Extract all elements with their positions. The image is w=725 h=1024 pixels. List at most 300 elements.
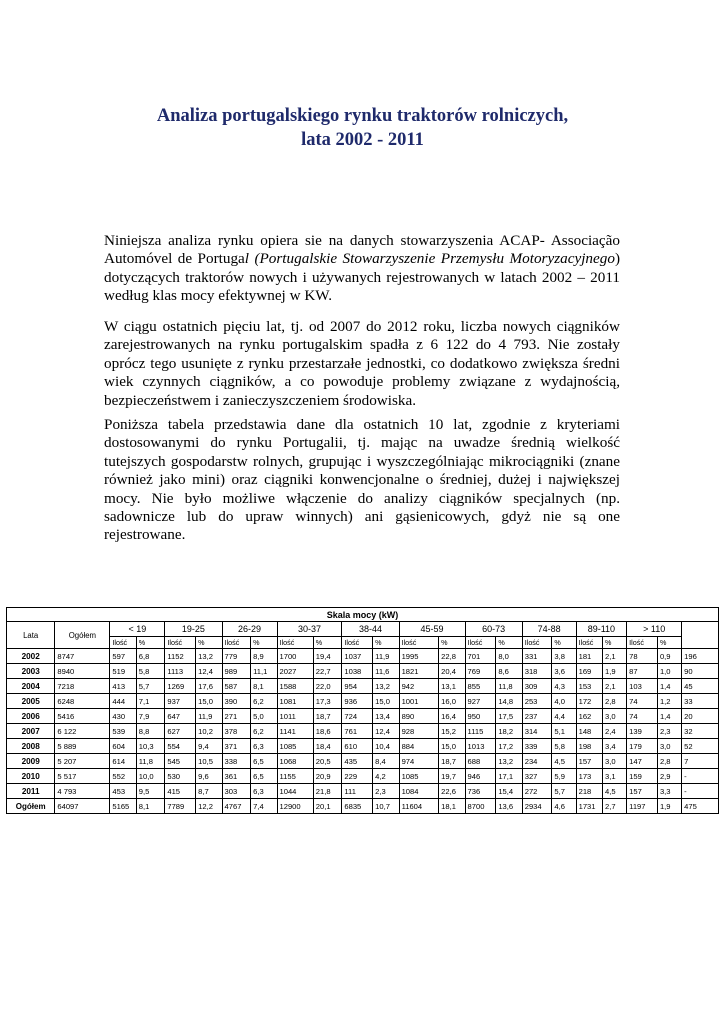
row-total: 5 889 [55, 739, 110, 754]
percent-cell: 1,4 [657, 679, 681, 694]
quantity-subheader: Ilość [342, 637, 373, 649]
percent-cell: 18,2 [496, 724, 522, 739]
percent-cell: 2,7 [602, 799, 626, 814]
percent-cell: 5,7 [552, 784, 576, 799]
quantity-cell: 327 [522, 769, 552, 784]
quantity-cell: 1115 [465, 724, 496, 739]
extra-cell: 45 [682, 679, 719, 694]
percent-cell: 8,9 [251, 649, 277, 664]
class-header: > 110 [627, 622, 682, 637]
quantity-cell: 181 [576, 649, 602, 664]
percent-cell: 13,2 [196, 649, 222, 664]
percent-cell: 4,4 [552, 709, 576, 724]
percent-cell: 5,7 [136, 679, 165, 694]
quantity-cell: 1011 [277, 709, 313, 724]
percent-cell: 3,1 [602, 769, 626, 784]
percent-cell: 11,6 [373, 664, 399, 679]
quantity-cell: 989 [222, 664, 251, 679]
quantity-cell: 519 [110, 664, 136, 679]
percent-cell: 17,1 [496, 769, 522, 784]
percent-subheader: % [313, 637, 342, 649]
table-row [7, 754, 719, 769]
quantity-cell: 78 [627, 649, 658, 664]
quantity-cell: 1084 [399, 784, 439, 799]
quantity-cell: 1197 [627, 799, 658, 814]
quantity-subheader: Ilość [399, 637, 439, 649]
extra-cell: 33 [682, 694, 719, 709]
quantity-cell: 1700 [277, 649, 313, 664]
extra-cell: 32 [682, 724, 719, 739]
percent-cell: 1,9 [657, 799, 681, 814]
quantity-cell: 627 [165, 724, 196, 739]
percent-cell: 18,7 [439, 754, 465, 769]
quantity-cell: 1085 [399, 769, 439, 784]
row-label: 2002 [7, 649, 55, 664]
quantity-cell: 413 [110, 679, 136, 694]
percent-cell: 2,3 [373, 784, 399, 799]
quantity-cell: 1085 [277, 739, 313, 754]
quantity-cell: 736 [465, 784, 496, 799]
quantity-cell: 927 [465, 694, 496, 709]
percent-cell: 2,9 [657, 769, 681, 784]
percent-cell: 17,2 [496, 739, 522, 754]
row-label: 2010 [7, 769, 55, 784]
percent-cell: 22,8 [439, 649, 465, 664]
percent-cell: 1,0 [657, 664, 681, 679]
document-title [60, 104, 665, 152]
percent-cell: 2,4 [602, 724, 626, 739]
row-label: 2008 [7, 739, 55, 754]
row-label: 2007 [7, 724, 55, 739]
quantity-cell: 2934 [522, 799, 552, 814]
class-header: 19-25 [165, 622, 222, 637]
quantity-cell: 1141 [277, 724, 313, 739]
quantity-cell: 936 [342, 694, 373, 709]
extra-cell: - [682, 784, 719, 799]
quantity-cell: 11604 [399, 799, 439, 814]
quantity-cell: 530 [165, 769, 196, 784]
table-row [7, 664, 719, 679]
quantity-cell: 234 [522, 754, 552, 769]
percent-cell: 8,8 [136, 724, 165, 739]
percent-cell: 12,4 [196, 664, 222, 679]
percent-cell: 2,1 [602, 649, 626, 664]
percent-cell: 19,7 [439, 769, 465, 784]
quantity-cell: 390 [222, 694, 251, 709]
percent-cell: 6,8 [136, 649, 165, 664]
percent-cell: 10,5 [196, 754, 222, 769]
percent-cell: 18,6 [313, 724, 342, 739]
class-header: 26-29 [222, 622, 277, 637]
quantity-cell: 444 [110, 694, 136, 709]
row-label: 2011 [7, 784, 55, 799]
quantity-subheader: Ilość [277, 637, 313, 649]
class-header: 89-110 [576, 622, 627, 637]
percent-cell: 20,1 [313, 799, 342, 814]
percent-cell: 4,5 [552, 754, 576, 769]
percent-cell: 8,4 [373, 754, 399, 769]
percent-cell: 6,3 [251, 739, 277, 754]
percent-cell: 10,4 [373, 739, 399, 754]
quantity-cell: 946 [465, 769, 496, 784]
row-total: 7218 [55, 679, 110, 694]
quantity-cell: 761 [342, 724, 373, 739]
quantity-cell: 1995 [399, 649, 439, 664]
quantity-cell: 1037 [342, 649, 373, 664]
percent-cell: 15,0 [439, 739, 465, 754]
quantity-cell: 587 [222, 679, 251, 694]
quantity-cell: 169 [576, 664, 602, 679]
quantity-subheader: Ilość [627, 637, 658, 649]
percent-subheader: % [439, 637, 465, 649]
percent-cell: 13,1 [439, 679, 465, 694]
percent-cell: 3,6 [552, 664, 576, 679]
quantity-cell: 647 [165, 709, 196, 724]
quantity-cell: 139 [627, 724, 658, 739]
extra-column-header [682, 622, 719, 649]
row-total: 5 517 [55, 769, 110, 784]
table-row [7, 649, 719, 664]
row-label: 2009 [7, 754, 55, 769]
paragraph-intro-text-a: Niniejsza analiza rynku opiera sie na danych stowarzyszenia ACAP- Associação Automóvel de Portuga [104, 232, 620, 268]
extra-cell: 90 [682, 664, 719, 679]
percent-cell: 4,3 [552, 679, 576, 694]
quantity-cell: 331 [522, 649, 552, 664]
percent-cell: 22,7 [313, 664, 342, 679]
percent-cell: 4,5 [602, 784, 626, 799]
quantity-cell: 724 [342, 709, 373, 724]
quantity-cell: 218 [576, 784, 602, 799]
quantity-subheader: Ilość [576, 637, 602, 649]
quantity-cell: 1155 [277, 769, 313, 784]
quantity-cell: 435 [342, 754, 373, 769]
percent-cell: 13,2 [373, 679, 399, 694]
percent-cell: 3,0 [602, 754, 626, 769]
quantity-cell: 552 [110, 769, 136, 784]
table-row [7, 724, 719, 739]
quantity-cell: 229 [342, 769, 373, 784]
percent-cell: 6,2 [251, 694, 277, 709]
percent-cell: 3,0 [657, 739, 681, 754]
quantity-cell: 179 [627, 739, 658, 754]
title-line-1: Analiza portugalskiego rynku traktorów rolniczych, [156, 106, 569, 126]
percent-subheader: % [373, 637, 399, 649]
percent-cell: 7,4 [251, 799, 277, 814]
quantity-cell: 597 [110, 649, 136, 664]
class-header: < 19 [110, 622, 165, 637]
percent-cell: 6,5 [251, 754, 277, 769]
row-total: 5 207 [55, 754, 110, 769]
percent-cell: 9,6 [196, 769, 222, 784]
percent-cell: 1,4 [657, 709, 681, 724]
percent-cell: 7,9 [136, 709, 165, 724]
percent-cell: 11,1 [251, 664, 277, 679]
percent-cell: 4,2 [373, 769, 399, 784]
percent-cell: 3,4 [602, 739, 626, 754]
quantity-subheader: Ilość [222, 637, 251, 649]
percent-cell: 13,6 [496, 799, 522, 814]
table-row [7, 709, 719, 724]
quantity-cell: 371 [222, 739, 251, 754]
quantity-cell: 604 [110, 739, 136, 754]
percent-cell: 11,9 [373, 649, 399, 664]
percent-cell: 18,1 [439, 799, 465, 814]
paragraph-intro-text-b: ) dotyczących traktorów nowych i używanych rejestrowanych w latach 2002 – 2011 według klas mocy efektywnej w KW. [104, 250, 620, 305]
quantity-cell: 1821 [399, 664, 439, 679]
quantity-cell: 272 [522, 784, 552, 799]
percent-subheader: % [657, 637, 681, 649]
row-label: Ogółem [7, 799, 55, 814]
row-total: 8747 [55, 649, 110, 664]
quantity-cell: 339 [522, 739, 552, 754]
table-body [7, 608, 719, 814]
quantity-cell: 153 [576, 679, 602, 694]
percent-cell: 3,0 [602, 709, 626, 724]
quantity-cell: 338 [222, 754, 251, 769]
quantity-cell: 173 [576, 769, 602, 784]
percent-cell: 5,8 [552, 739, 576, 754]
quantity-cell: 928 [399, 724, 439, 739]
percent-cell: 17,5 [496, 709, 522, 724]
quantity-cell: 303 [222, 784, 251, 799]
quantity-cell: 198 [576, 739, 602, 754]
quantity-subheader: Ilość [522, 637, 552, 649]
percent-cell: 10,0 [136, 769, 165, 784]
table-row [7, 799, 719, 814]
percent-cell: 18,7 [313, 709, 342, 724]
table-row [7, 679, 719, 694]
percent-cell: 15,2 [439, 724, 465, 739]
quantity-cell: 769 [465, 664, 496, 679]
percent-cell: 10,3 [136, 739, 165, 754]
quantity-cell: 1113 [165, 664, 196, 679]
percent-cell: 0,9 [657, 649, 681, 664]
percent-subheader: % [251, 637, 277, 649]
percent-cell: 17,6 [196, 679, 222, 694]
percent-cell: 12,2 [196, 799, 222, 814]
percent-cell: 22,6 [439, 784, 465, 799]
table-row [7, 784, 719, 799]
percent-cell: 12,4 [373, 724, 399, 739]
percent-cell: 15,0 [373, 694, 399, 709]
class-header: 30-37 [277, 622, 342, 637]
quantity-cell: 954 [342, 679, 373, 694]
percent-cell: 4,6 [552, 799, 576, 814]
quantity-cell: 12900 [277, 799, 313, 814]
percent-cell: 20,5 [313, 754, 342, 769]
percent-subheader: % [196, 637, 222, 649]
percent-cell: 16,4 [439, 709, 465, 724]
quantity-cell: 318 [522, 664, 552, 679]
table-row [7, 739, 719, 754]
percent-cell: 1,2 [657, 694, 681, 709]
quantity-cell: 779 [222, 649, 251, 664]
percent-cell: 17,3 [313, 694, 342, 709]
paragraph-intro [104, 232, 620, 306]
percent-subheader: % [552, 637, 576, 649]
quantity-cell: 1081 [277, 694, 313, 709]
quantity-cell: 1013 [465, 739, 496, 754]
quantity-cell: 314 [522, 724, 552, 739]
percent-cell: 4,0 [552, 694, 576, 709]
quantity-cell: 103 [627, 679, 658, 694]
percent-cell: 8,0 [496, 649, 522, 664]
quantity-cell: 74 [627, 709, 658, 724]
row-total: 4 793 [55, 784, 110, 799]
class-header: 38-44 [342, 622, 399, 637]
quantity-cell: 271 [222, 709, 251, 724]
quantity-cell: 539 [110, 724, 136, 739]
percent-cell: 9,5 [136, 784, 165, 799]
row-total: 6248 [55, 694, 110, 709]
quantity-cell: 147 [627, 754, 658, 769]
quantity-cell: 6835 [342, 799, 373, 814]
title-line-2: lata 2002 - 2011 [301, 130, 424, 150]
extra-cell: - [682, 769, 719, 784]
quantity-cell: 8700 [465, 799, 496, 814]
percent-cell: 3,8 [552, 649, 576, 664]
quantity-cell: 610 [342, 739, 373, 754]
quantity-cell: 855 [465, 679, 496, 694]
quantity-cell: 4767 [222, 799, 251, 814]
percent-cell: 13,2 [496, 754, 522, 769]
percent-cell: 20,4 [439, 664, 465, 679]
percent-cell: 5,8 [136, 664, 165, 679]
row-total: 64097 [55, 799, 110, 814]
quantity-cell: 2027 [277, 664, 313, 679]
percent-cell: 2,3 [657, 724, 681, 739]
quantity-cell: 1038 [342, 664, 373, 679]
percent-cell: 5,0 [251, 709, 277, 724]
quantity-cell: 1152 [165, 649, 196, 664]
percent-cell: 6,2 [251, 724, 277, 739]
row-total: 6 122 [55, 724, 110, 739]
quantity-cell: 884 [399, 739, 439, 754]
quantity-cell: 157 [627, 784, 658, 799]
row-total: 8940 [55, 664, 110, 679]
class-header: 74-88 [522, 622, 576, 637]
percent-cell: 3,3 [657, 784, 681, 799]
extra-cell: 196 [682, 649, 719, 664]
percent-cell: 14,8 [496, 694, 522, 709]
quantity-cell: 111 [342, 784, 373, 799]
table-row [7, 769, 719, 784]
table-header-class-row [7, 622, 719, 637]
quantity-cell: 701 [465, 649, 496, 664]
percent-cell: 8,7 [196, 784, 222, 799]
extra-cell: 7 [682, 754, 719, 769]
percent-cell: 18,4 [313, 739, 342, 754]
percent-subheader: % [136, 637, 165, 649]
percent-cell: 15,4 [496, 784, 522, 799]
percent-cell: 1,9 [602, 664, 626, 679]
percent-cell: 2,8 [602, 694, 626, 709]
quantity-cell: 937 [165, 694, 196, 709]
percent-cell: 11,8 [496, 679, 522, 694]
percent-cell: 8,6 [496, 664, 522, 679]
percent-cell: 6,5 [251, 769, 277, 784]
quantity-cell: 157 [576, 754, 602, 769]
quantity-cell: 162 [576, 709, 602, 724]
quantity-cell: 361 [222, 769, 251, 784]
percent-cell: 13,4 [373, 709, 399, 724]
quantity-subheader: Ilość [465, 637, 496, 649]
quantity-cell: 1588 [277, 679, 313, 694]
quantity-cell: 890 [399, 709, 439, 724]
percent-subheader: % [602, 637, 626, 649]
years-header: Lata [7, 622, 55, 649]
quantity-cell: 974 [399, 754, 439, 769]
quantity-cell: 415 [165, 784, 196, 799]
quantity-subheader: Ilość [110, 637, 136, 649]
table-header-scale-row [7, 608, 719, 622]
class-header: 60-73 [465, 622, 522, 637]
quantity-cell: 1044 [277, 784, 313, 799]
row-label: 2006 [7, 709, 55, 724]
quantity-cell: 554 [165, 739, 196, 754]
table-header-sub-row [7, 637, 719, 649]
percent-cell: 2,8 [657, 754, 681, 769]
percent-cell: 21,8 [313, 784, 342, 799]
percent-cell: 15,0 [196, 694, 222, 709]
quantity-cell: 148 [576, 724, 602, 739]
percent-cell: 11,9 [196, 709, 222, 724]
percent-cell: 19,4 [313, 649, 342, 664]
percent-cell: 10,7 [373, 799, 399, 814]
percent-subheader: % [496, 637, 522, 649]
row-label: 2005 [7, 694, 55, 709]
quantity-cell: 237 [522, 709, 552, 724]
quantity-cell: 1269 [165, 679, 196, 694]
paragraph-trend: W ciągu ostatnich pięciu lat, tj. od 2007 do 2012 roku, liczba nowych ciągników zarejestrowanych na rynku portugalskim spadła z 6 122 do 4 793. Nie zostały oprócz tego usunięte z rynku przestarzałe jednostki, co dodatkowo zwiększa średni wiek czynnych ciągników, a co powoduje problemy związane z wydajnością, bezpieczeństwem i zanieczyszczeniem środowiska. [104, 318, 620, 409]
percent-cell: 11,8 [136, 754, 165, 769]
quantity-cell: 378 [222, 724, 251, 739]
row-label: 2003 [7, 664, 55, 679]
extra-cell: 475 [682, 799, 719, 814]
percent-cell: 10,2 [196, 724, 222, 739]
percent-cell: 20,9 [313, 769, 342, 784]
quantity-cell: 942 [399, 679, 439, 694]
row-total: 5416 [55, 709, 110, 724]
quantity-cell: 159 [627, 769, 658, 784]
total-header: Ogółem [55, 622, 110, 649]
table-row [7, 694, 719, 709]
percent-cell: 2,1 [602, 679, 626, 694]
quantity-cell: 5165 [110, 799, 136, 814]
quantity-cell: 253 [522, 694, 552, 709]
percent-cell: 7,1 [136, 694, 165, 709]
quantity-cell: 7789 [165, 799, 196, 814]
percent-cell: 8,1 [251, 679, 277, 694]
percent-cell: 22,0 [313, 679, 342, 694]
row-label: 2004 [7, 679, 55, 694]
percent-cell: 5,9 [552, 769, 576, 784]
quantity-cell: 453 [110, 784, 136, 799]
class-header: 45-59 [399, 622, 465, 637]
quantity-subheader: Ilość [165, 637, 196, 649]
tractor-registrations-table [6, 607, 719, 814]
tractor-table-container [6, 607, 719, 814]
quantity-cell: 545 [165, 754, 196, 769]
extra-cell: 20 [682, 709, 719, 724]
paragraph-method: Poniższa tabela przedstawia dane dla ostatnich 10 lat, zgodnie z kryteriami dostosowanymi do rynku Portugalii, tj. mając na uwadze średnią wielkość tutejszych gospodarstw rolnych, grupując i wyszczególniając mikrociągniki (znane również jako mini) oraz ciągniki konwencjonalne o średniej, dużej i największej mocy. Nie było możliwe włączenie do analizy ciągników specjalnych (np. sadownicze lub do upraw winnych) ani gąsienicowych, gdyż nie są one rejestrowane. [104, 416, 620, 544]
quantity-cell: 1731 [576, 799, 602, 814]
quantity-cell: 688 [465, 754, 496, 769]
percent-cell: 16,0 [439, 694, 465, 709]
scale-header: Skala mocy (kW) [7, 608, 719, 622]
percent-cell: 5,1 [552, 724, 576, 739]
quantity-cell: 430 [110, 709, 136, 724]
